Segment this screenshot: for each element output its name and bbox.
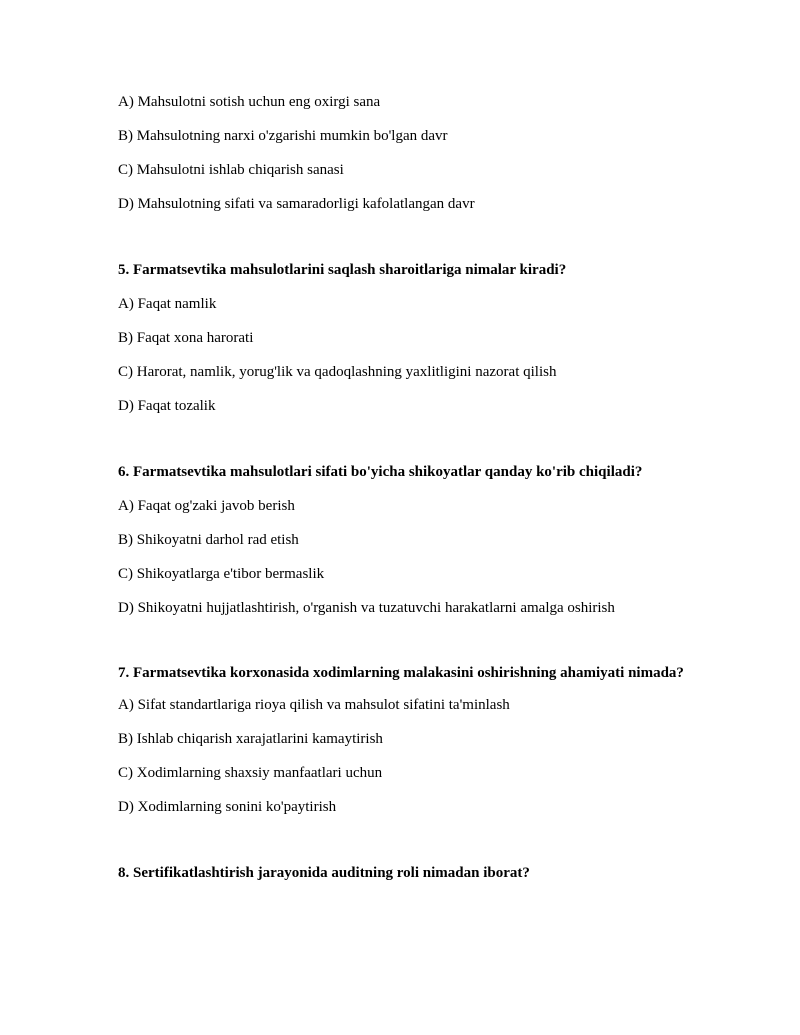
option-d: D) Xodimlarning sonini ko'paytirish bbox=[118, 799, 337, 815]
question-heading: 5. Farmatsevtika mahsulotlarini saqlash sharoitlariga nimalar kiradi? bbox=[118, 262, 567, 278]
question-block-7 bbox=[118, 664, 688, 817]
option-a: A) Faqat og'zaki javob berish bbox=[118, 498, 295, 514]
spacer bbox=[118, 632, 688, 664]
option-c: C) Harorat, namlik, yorug'lik va qadoqlashning yaxlitligini nazorat qilish bbox=[118, 364, 557, 380]
option-d: D) Shikoyatni hujjatlashtirish, o'rganish va tuzatuvchi harakatlarni amalga oshirish bbox=[118, 600, 615, 616]
question-block-5 bbox=[118, 260, 688, 416]
option-a: A) Sifat standartlariga rioya qilish va mahsulot sifatini ta'minlash bbox=[118, 697, 510, 713]
spacer bbox=[118, 831, 688, 863]
option-b: B) Mahsulotning narxi o'zgarishi mumkin bo'lgan davr bbox=[118, 128, 448, 144]
question-block-4-options bbox=[118, 92, 688, 214]
option-a: A) Faqat namlik bbox=[118, 296, 217, 312]
spacer bbox=[118, 430, 688, 462]
option-b: B) Shikoyatni darhol rad etish bbox=[118, 532, 299, 548]
option-c: C) Xodimlarning shaxsiy manfaatlari uchun bbox=[118, 765, 383, 781]
option-b: B) Faqat xona harorati bbox=[118, 330, 254, 346]
option-c: C) Mahsulotni ishlab chiqarish sanasi bbox=[118, 162, 344, 178]
question-heading: 6. Farmatsevtika mahsulotlari sifati bo'yicha shikoyatlar qanday ko'rib chiqiladi? bbox=[118, 464, 643, 480]
document-page bbox=[118, 92, 688, 897]
option-b: B) Ishlab chiqarish xarajatlarini kamaytirish bbox=[118, 731, 383, 747]
option-c: C) Shikoyatlarga e'tibor bermaslik bbox=[118, 566, 325, 582]
question-heading: 7. Farmatsevtika korxonasida xodimlarning malakasini oshirishning ahamiyati nimada? bbox=[118, 665, 684, 681]
question-heading: 8. Sertifikatlashtirish jarayonida auditning roli nimadan iborat? bbox=[118, 865, 530, 881]
option-a: A) Mahsulotni sotish uchun eng oxirgi sana bbox=[118, 94, 381, 110]
question-block-8 bbox=[118, 863, 688, 883]
spacer bbox=[118, 228, 688, 260]
option-d: D) Mahsulotning sifati va samaradorligi kafolatlangan davr bbox=[118, 196, 475, 212]
option-d: D) Faqat tozalik bbox=[118, 398, 216, 414]
question-block-6 bbox=[118, 462, 688, 618]
